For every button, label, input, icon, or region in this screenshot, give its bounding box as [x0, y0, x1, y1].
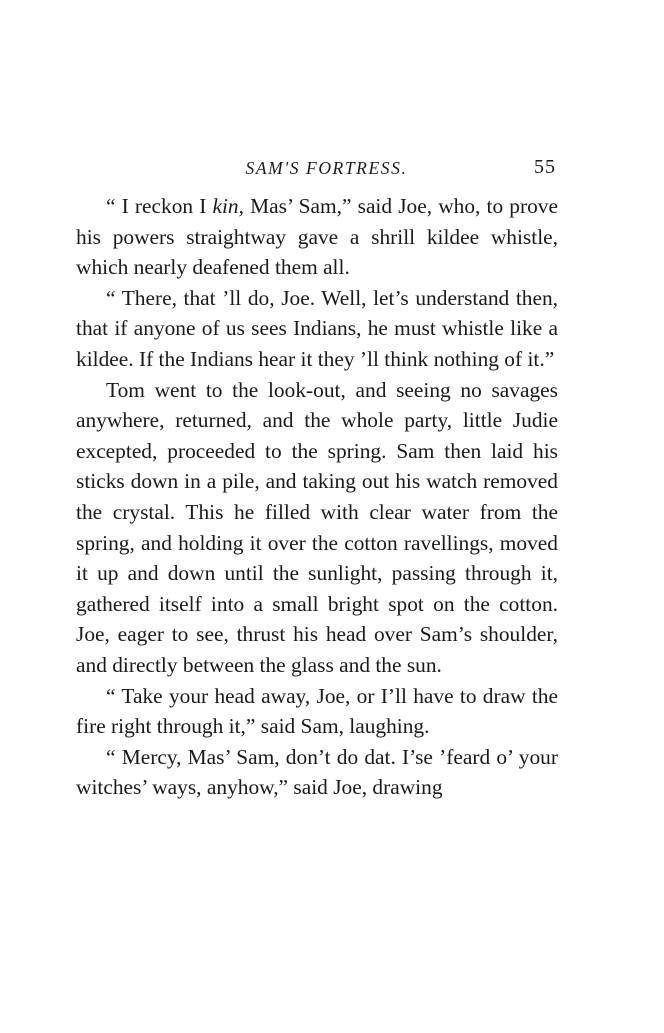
paragraph-2 [76, 283, 558, 375]
paragraph-4 [76, 681, 558, 742]
running-title: SAM'S FORTRESS. [245, 158, 408, 178]
paragraph-5 [76, 742, 558, 803]
running-head [75, 152, 562, 186]
italic-word: kin [212, 194, 239, 218]
page-number: 55 [534, 156, 556, 178]
body-text [76, 191, 558, 803]
text-run: “ Take your head away, Joe, or I’ll have to draw the fire right through it,” said Sam, laughing. [76, 683, 558, 739]
paragraph-3 [76, 375, 558, 681]
text-run: , Mas’ Sam,” said Joe, who, to prove his powers straightway gave a shrill kildee whistle, which nearly deafened them all. [76, 194, 558, 280]
text-run: “ I reckon I [106, 194, 213, 218]
text-run: Tom went to the look-out, and seeing no savages anywhere, returned, and the whole party, little Judie excepted, proceeded to the spring. Sam then laid his sticks down in a pile, and taking out his watch removed the crystal. This he filled with clear water from the spring, and holding it over the cotton ravellings, moved it up and down until the sunlight, passing through it, gathered itself into a small bright spot on the cotton. Joe, eager to see, thrust his head over Sam’s shoulder, and directly between the glass and the sun. [76, 377, 558, 677]
paragraph-1 [76, 191, 558, 283]
text-run: “ There, that ’ll do, Joe. Well, let’s understand then, that if anyone of us sees Indians, he must whistle like a kildee. If the Indians hear it they ’ll think nothing of it.” [76, 285, 558, 371]
text-run: “ Mercy, Mas’ Sam, don’t do dat. I’se ’feard o’ your witches’ ways, anyhow,” said Joe, drawing [76, 744, 558, 800]
